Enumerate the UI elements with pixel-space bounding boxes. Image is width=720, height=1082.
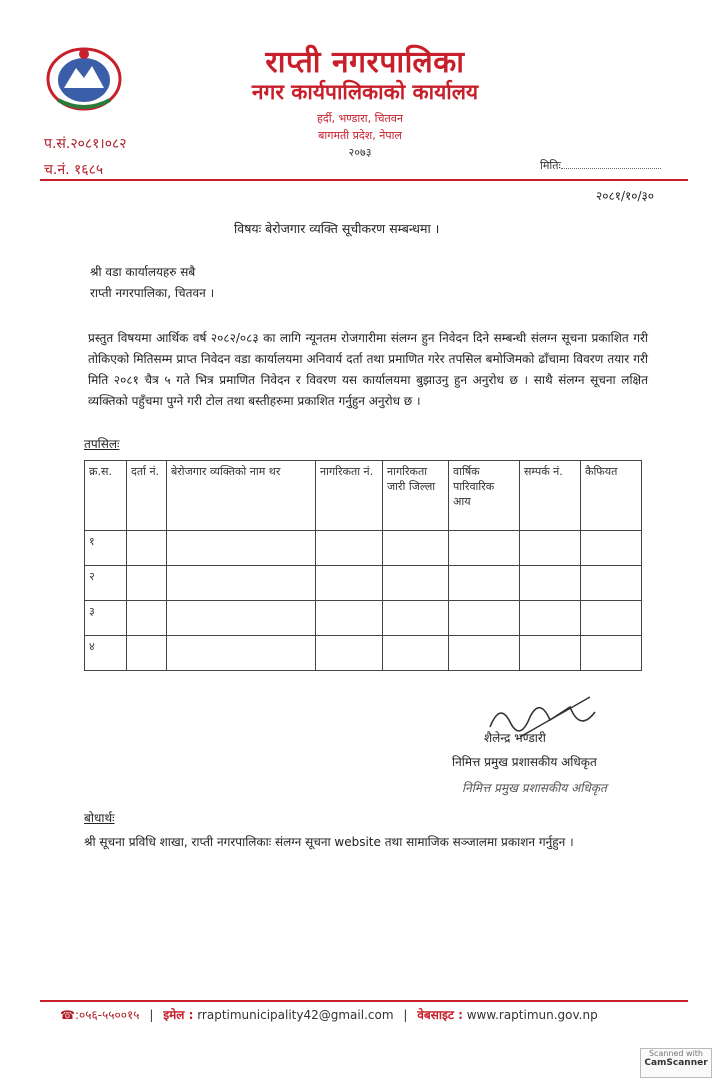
table-header-cell: वार्षिक पारिवारिक आय bbox=[449, 461, 520, 531]
table-row bbox=[85, 601, 642, 636]
table-header-cell: कैफियत bbox=[581, 461, 642, 531]
date-label: मितिः bbox=[540, 159, 561, 172]
reference-number: प.सं.२०८१।०८२ bbox=[44, 136, 127, 152]
table-row bbox=[85, 531, 642, 566]
date-field bbox=[540, 158, 661, 173]
subject-line: विषयः बेरोजगार व्यक्ति सूचीकरण सम्बन्धमा । bbox=[234, 221, 440, 236]
footer-website-label: वेबसाइट : bbox=[417, 1008, 463, 1022]
address-line-1: हर्दी, भण्डारा, चितवन bbox=[317, 112, 403, 125]
signatory-designation: निमित्त प्रमुख प्रशासकीय अधिकृत bbox=[452, 755, 597, 769]
cc-text: श्री सूचना प्रविधि शाखा, राप्ती नगरपालिकाः संलग्न सूचना website तथा सामाजिक सञ्जालमा प्रकाशन गर्नुहुन । bbox=[84, 835, 574, 849]
footer-phone: ☎:०५६-५५००१५ bbox=[60, 1008, 140, 1022]
office-address bbox=[260, 110, 460, 161]
table-header-cell: बेरोजगार व्यक्तिको नाम थर bbox=[167, 461, 316, 531]
dispatch-number: च.नं. १६८५ bbox=[44, 162, 104, 178]
body-paragraph: प्रस्तुत विषयमा आर्थिक वर्ष २०८२/०८३ का लागि न्यूनतम रोजगारीमा संलग्न हुन निवेदन दिने सम्बन्धी संलग्न सूचना प्रकाशित गरी तोकिएको मितिसम्म प्राप्त निवेदन वडा कार्यालयमा अनिवार्य दर्ता तथा प्रमाणित गरेर तपसिल बमोजिमको ढाँचामा विवरण तयार गरी मिति २०८१ चैत्र ५ गते भित्र प्रमाणित निवेदन र विवरण यस कार्यालयमा बुझाउनु हुन अनुरोध छ । साथै संलग्न सूचना लक्षित व्यक्तिको पहुँचमा पुग्ने गरी टोल तथा बस्तीहरुमा प्रकाशित गर्नुहुन अनुरोध छ । bbox=[88, 331, 648, 408]
footer-contact: ☎:०५६-५५००१५ | इमेल : rraptimunicipality42@gmail.com | वेबसाइट : www.raptimun.gov.np bbox=[60, 1008, 598, 1022]
row-number: २ bbox=[85, 566, 127, 601]
table-header-row bbox=[85, 461, 642, 531]
recipient-line-1: श्री वडा कार्यालयहरु सबै bbox=[90, 265, 196, 279]
nepal-emblem bbox=[44, 44, 124, 114]
address-line-2: बागमती प्रदेश, नेपाल bbox=[318, 129, 402, 142]
designation-stamp: निमित्त प्रमुख प्रशासकीय अधिकृत bbox=[462, 781, 607, 795]
table-label: तपसिलः bbox=[84, 437, 120, 451]
table-header-cell: नागरिकता नं. bbox=[316, 461, 383, 531]
header-divider bbox=[40, 179, 688, 181]
letter-date: २०८१/१०/३० bbox=[596, 189, 655, 203]
table-header-cell: दर्ता नं. bbox=[127, 461, 167, 531]
table-row bbox=[85, 636, 642, 671]
row-number: ३ bbox=[85, 601, 127, 636]
established-year: २०७३ bbox=[348, 146, 372, 159]
footer-email-label: इमेल : bbox=[163, 1008, 194, 1022]
footer-email[interactable]: rraptimunicipality42@gmail.com bbox=[197, 1008, 394, 1022]
camscanner-badge bbox=[640, 1048, 712, 1078]
footer-website[interactable]: www.raptimun.gov.np bbox=[466, 1008, 598, 1022]
camscanner-line-2: CamScanner bbox=[644, 1058, 708, 1068]
recipient bbox=[90, 262, 214, 304]
cc-label: बोधार्थः bbox=[84, 811, 115, 825]
recipient-line-2: राप्ती नगरपालिका, चितवन । bbox=[90, 286, 215, 300]
office-subtitle: नगर कार्यपालिकाको कार्यालय bbox=[251, 79, 479, 104]
footer-divider bbox=[40, 1000, 688, 1002]
table-header-cell: सम्पर्क नं. bbox=[520, 461, 581, 531]
details-table bbox=[84, 460, 642, 671]
row-number: ४ bbox=[85, 636, 127, 671]
signatory-name: शैलेन्द्र भण्डारी bbox=[484, 731, 546, 745]
row-number: १ bbox=[85, 531, 127, 566]
table-row bbox=[85, 566, 642, 601]
municipality-title: राप्ती नगरपालिका bbox=[265, 45, 465, 80]
camscanner-line-1: Scanned with bbox=[648, 1049, 704, 1058]
table-header-cell: नागरिकता जारी जिल्ला bbox=[383, 461, 449, 531]
table-header-cell: क्र.स. bbox=[85, 461, 127, 531]
